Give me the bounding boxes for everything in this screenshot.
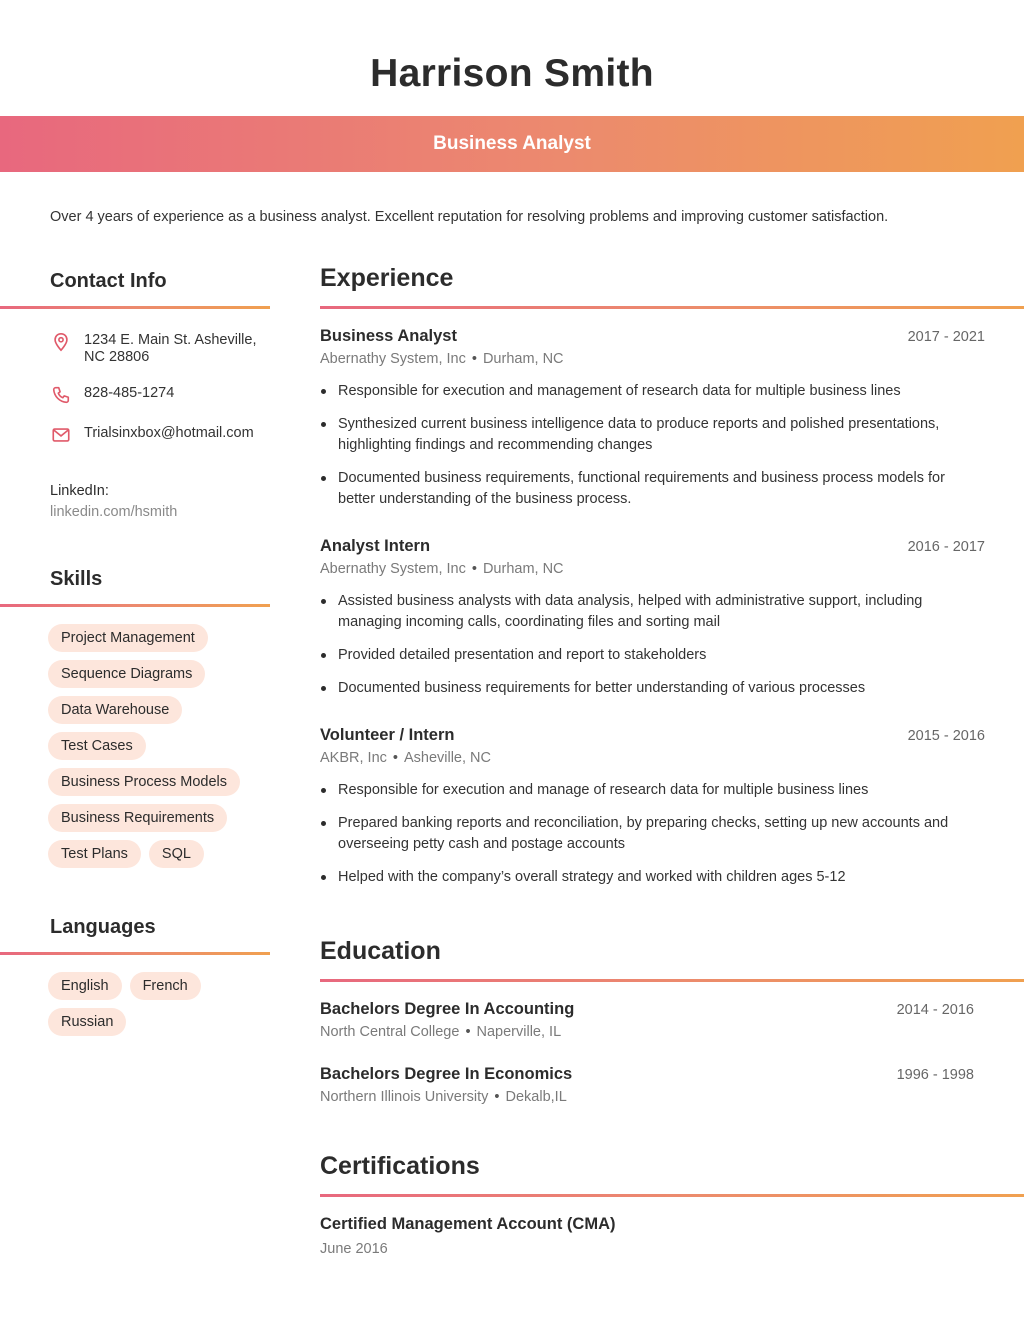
language-chip: Russian — [48, 1008, 126, 1036]
skill-chip: Project Management — [48, 624, 208, 652]
summary-text: Over 4 years of experience as a business analyst. Excellent reputation for resolving problems and improving customer satisfaction. — [50, 209, 889, 225]
languages-list — [48, 972, 270, 1036]
job-dates: 2015 - 2016 — [907, 728, 985, 744]
job-location: Durham, NC — [482, 351, 564, 367]
experience-heading: Experience — [320, 264, 454, 292]
school-name: Northern Illinois University — [320, 1089, 489, 1105]
skill-chip: Business Requirements — [48, 804, 227, 832]
school-location: Dekalb,IL — [505, 1089, 567, 1105]
school-name: North Central College — [320, 1024, 460, 1040]
map-pin-icon — [50, 332, 72, 352]
contact-heading: Contact Info — [50, 270, 167, 292]
contact-email — [50, 425, 274, 445]
contact-address — [50, 332, 274, 366]
linkedin-label: LinkedIn: — [50, 483, 109, 499]
job-location: Durham, NC — [482, 561, 564, 577]
education-entry: Bachelors Degree In Economics 1996 - 1998 Northern Illinois University • Dekalb,IL — [320, 1065, 974, 1105]
job-bullet: Helped with the company’s overall strategy and worked with children ages 5-12 — [320, 867, 985, 888]
job-bullet: Responsible for execution and manage of research data for multiple business lines — [320, 780, 985, 801]
degree-title: Bachelors Degree In Economics — [320, 1065, 573, 1083]
job-bullet: Documented business requirements for better understanding of various processes — [320, 678, 985, 699]
phone-icon — [50, 385, 72, 405]
education-heading: Education — [320, 937, 441, 965]
job-company: Abernathy System, Inc — [320, 561, 466, 577]
job-title: Analyst Intern — [320, 537, 431, 555]
email-text[interactable]: Trialsinxbox@hotmail.com — [84, 425, 254, 441]
education-divider — [320, 979, 1024, 982]
title-banner — [0, 116, 1024, 172]
education-entry: Bachelors Degree In Accounting 2014 - 2016 North Central College • Naperville, IL — [320, 1000, 974, 1040]
skill-chip: Data Warehouse — [48, 696, 182, 724]
job-entry: Analyst Intern 2016 - 2017 Abernathy System, Inc • Durham, NC Assisted business analysts with data analysis, helped with administrative support, including managing incoming calls, coordinating files and sorting mail Provided detailed presentation and report to stakeholders Documented business requirements for better understanding of various processes — [320, 537, 985, 711]
skills-list — [48, 624, 270, 868]
skill-chip: Test Plans — [48, 840, 141, 868]
experience-divider — [320, 306, 1024, 309]
languages-divider — [0, 952, 270, 955]
job-bullet: Assisted business analysts with data analysis, helped with administrative support, including managing incoming calls, coordinating files and sorting mail — [320, 591, 985, 633]
linkedin-link[interactable]: linkedin.com/hsmith — [50, 504, 178, 520]
job-title: Business Analyst — [320, 327, 457, 345]
language-chip: French — [130, 972, 201, 1000]
job-entry: Volunteer / Intern 2015 - 2016 AKBR, Inc • Asheville, NC Responsible for execution and manage of research data for multiple business lines Prepared banking reports and reconciliation, by preparing checks, setting up new accounts and overseeing petty cash and postage accounts Helped with the company’s overall strategy and worked with children ages 5-12 — [320, 726, 985, 900]
certification-date: June 2016 — [320, 1241, 388, 1257]
job-company: Abernathy System, Inc — [320, 351, 466, 367]
languages-heading: Languages — [50, 916, 156, 938]
address-text: 1234 E. Main St. Asheville, NC 28806 — [84, 332, 257, 365]
skill-chip: Business Process Models — [48, 768, 240, 796]
job-title-heading: Business Analyst — [433, 133, 591, 154]
certifications-heading: Certifications — [320, 1152, 480, 1180]
job-bullet: Responsible for execution and management of research data for multiple business lines — [320, 381, 985, 402]
certification-title: Certified Management Account (CMA) — [320, 1215, 616, 1233]
job-entry: Business Analyst 2017 - 2021 Abernathy System, Inc • Durham, NC Responsible for execution and management of research data for multiple business lines Synthesized current business intelligence data to produce reports and polished presentations, highlighting findings and recommending changes Documented business requirements, functional requirements and business process models for better understanding of the business process. — [320, 327, 985, 522]
skills-heading: Skills — [50, 568, 103, 590]
school-location: Naperville, IL — [476, 1024, 562, 1040]
job-bullet: Synthesized current business intelligence data to produce reports and polished presentations, highlighting findings and recommending changes — [320, 414, 985, 456]
phone-text[interactable]: 828-485-1274 — [84, 385, 175, 401]
degree-dates: 2014 - 2016 — [896, 1002, 974, 1018]
skill-chip: Sequence Diagrams — [48, 660, 205, 688]
job-dates: 2016 - 2017 — [907, 539, 985, 555]
job-title: Volunteer / Intern — [320, 726, 455, 744]
job-bullet: Documented business requirements, functional requirements and business process models for better understanding of the business process. — [320, 468, 985, 510]
resume-name: Harrison Smith — [370, 52, 654, 95]
skill-chip: Test Cases — [48, 732, 146, 760]
skills-divider — [0, 604, 270, 607]
language-chip: English — [48, 972, 122, 1000]
job-bullet: Prepared banking reports and reconciliation, by preparing checks, setting up new accounts and overseeing petty cash and postage accounts — [320, 813, 985, 855]
job-company: AKBR, Inc — [320, 750, 387, 766]
degree-title: Bachelors Degree In Accounting — [320, 1000, 575, 1018]
skill-chip: SQL — [149, 840, 204, 868]
job-location: Asheville, NC — [403, 750, 491, 766]
contact-phone — [50, 385, 274, 405]
job-bullet: Provided detailed presentation and report to stakeholders — [320, 645, 985, 666]
contact-divider — [0, 306, 270, 309]
degree-dates: 1996 - 1998 — [896, 1067, 974, 1083]
mail-icon — [50, 425, 72, 445]
job-dates: 2017 - 2021 — [907, 329, 985, 345]
certifications-divider — [320, 1194, 1024, 1197]
